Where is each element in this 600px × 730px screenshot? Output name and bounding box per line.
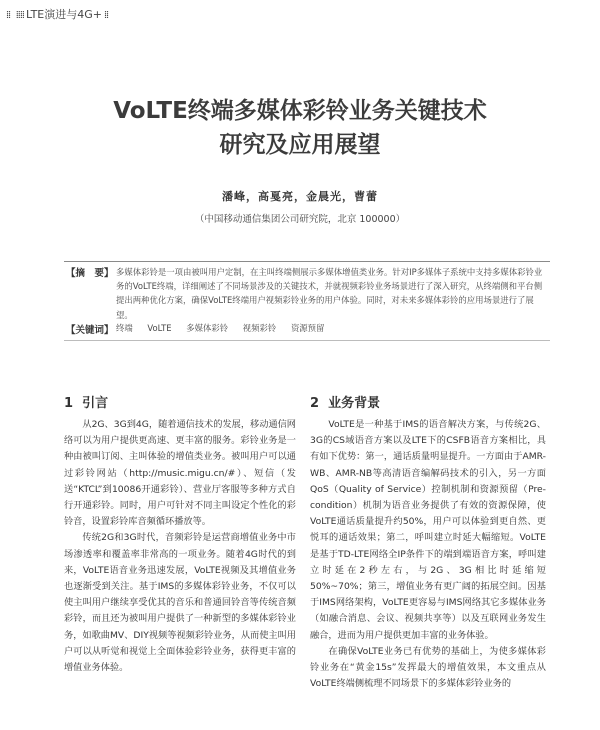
keyword: VoLTE <box>147 323 172 333</box>
keyword: 多媒体彩铃 <box>186 323 229 333</box>
authors: 潘峰，高戛亮，金晨光，曹蕾 <box>222 190 378 203</box>
keyword: 视频彩铃 <box>242 323 277 333</box>
section-title: 业务背景 <box>328 396 381 411</box>
keywords-list <box>116 322 550 334</box>
section-heading-2 <box>310 392 380 411</box>
section-heading-1 <box>64 392 108 411</box>
paper-title-line2: 研究及应用展望 <box>219 132 381 158</box>
keyword: 终端 <box>116 323 133 333</box>
paragraph: 从2G、3G到4G，随着通信技术的发展，移动通信网络可以为用户提供更高速、更丰富的服务。彩铃业务是一种由被叫订阅、主叫体验的增值类业务。被叫用户可以通过彩铃网站（http://music.migu.cn/#）、短信（发送“KTCL”到10086开通彩铃）、营业厅客服等多种方式自行开通彩铃。同时，用户可针对不同主叫设定个性化的彩铃音，设置彩铃库音频循环播放等。 <box>64 419 296 528</box>
paragraph: 在确保VoLTE业务已有优势的基础上，为使多媒体彩铃业务在“黄金15s”发挥最大的增值效果，本文重点从VoLTE终端侧梳理不同场景下的多媒体彩铃业务的 <box>310 645 546 690</box>
left-column <box>64 417 296 676</box>
paragraph: VoLTE是一种基于IMS的语音解决方案，与传统2G、3G的CS域语音方案以及LTE下的CSFB语音方案相比，具有如下优势：第一，通话质量明显提升。一方面由于AMR-WB、AMR-NB等高清语音编解码技术的引入，另一方面QoS（Quality of Service）控制机制和资源预留（Pre-condition）机制为语音业务提供了有效的资源保障，使VoLTE通话质量提升约50%，用户可以体验到更自然、更悦耳的通话效果；第二，呼叫建立时延大幅缩短。VoLTE是基于TD-LTE网络全IP条件下的端到端语音方案，呼叫建立时延在2秒左右，与2G、3G相比时延缩短50%~70%；第三，增值业务有更广阔的拓展空间。因基于IMS网络架构，VoLTE更容易与IMS网络其它多媒体业务（如融合消息、会议、视频共享等）以及互联网业务发生融合，进而为用户提供更加丰富的业务体验。 <box>310 419 546 641</box>
right-column <box>310 417 546 692</box>
section-number: 1 <box>64 396 74 411</box>
paper-title-line1: VoLTE终端多媒体彩铃业务关键技术 <box>113 98 487 124</box>
section-number: 2 <box>310 396 320 411</box>
section-title: 引言 <box>82 396 109 411</box>
affiliation: （中国移动通信集团公司研究院，北京 100000） <box>194 214 406 225</box>
header-bars-icon: ⁞⁞ ⁞⁞⁞⁞ <box>6 8 24 21</box>
running-header <box>6 2 594 28</box>
keywords-label: 【关键词】 <box>66 325 114 336</box>
abstract-label: 【摘 要】 <box>66 268 114 279</box>
abstract-text: 多媒体彩铃是一项由被叫用户定制，在主叫终端侧展示多媒体增值类业务。针对IP多媒体子系统中支持多媒体彩铃业务的VoLTE终端，详细阐述了不同场景涉及的关键技术，并就视频彩铃业务场景进行了深入研究，从终端侧和平台侧提出两种优化方案，确保VoLTE终端用户视频彩铃业务的用户体验。同时，对未来多媒体彩铃的应用场景进行了展望。 <box>116 267 543 320</box>
paragraph: 传统2G和3G时代，音频彩铃是运营商增值业务中市场渗透率和覆盖率非常高的一项业务。随着4G时代的到来，VoLTE语音业务迅速发展，VoLTE视频及其增值业务也逐渐受到关注。基于IMS的多媒体彩铃业务，不仅可以使主叫用户继续享受优其的音乐和普通回铃音等传统音频彩铃，而且还为被叫用户提供了一种新型的多媒体彩铃业务，如歌曲MV、DIY视频等视频彩铃业务，从而使主叫用户可以从听觉和视觉上全面体验彩铃业务，获得更丰富的增值业务体验。 <box>64 532 296 674</box>
header-section: LTE演进与4G+ <box>25 8 102 21</box>
keyword: 资源预留 <box>290 323 325 333</box>
header-trail-icon: ⁞⁞ <box>104 8 109 21</box>
